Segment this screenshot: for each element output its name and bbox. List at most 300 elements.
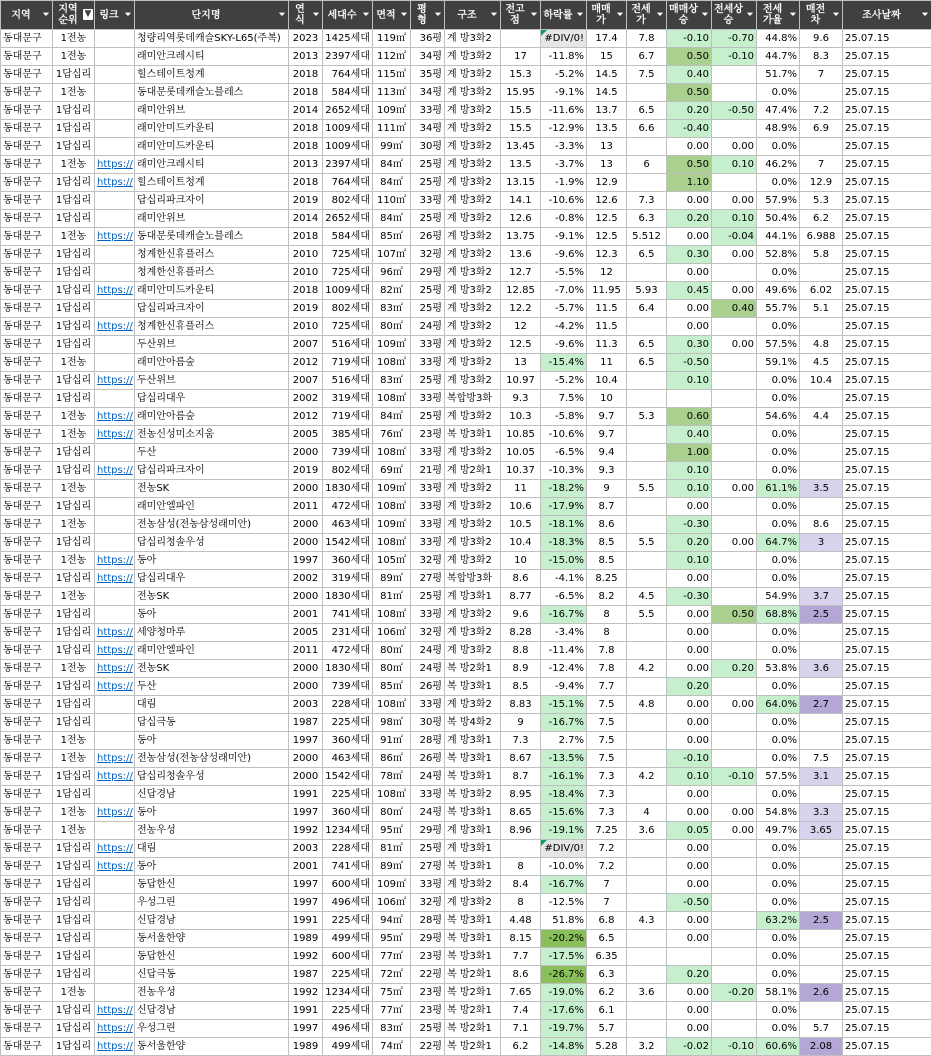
- cell-household-count: 1830세대: [323, 480, 373, 498]
- cell-link[interactable]: https://: [95, 318, 135, 336]
- cell-jeonse-price: 4: [627, 804, 667, 822]
- cell-jeonse-ratio: 44.1%: [757, 228, 800, 246]
- cell-sale-price: 15: [587, 48, 627, 66]
- cell-jeonse-change: [712, 84, 757, 102]
- header-row: [1, 1, 931, 30]
- col-header-label: 평형: [417, 4, 427, 26]
- filter-dropdown-icon[interactable]: ⏷: [489, 9, 499, 20]
- cell-area: 108㎡: [373, 390, 411, 408]
- cell-complex-name: 답십리대우: [135, 570, 289, 588]
- cell-previous-high: 11: [501, 480, 541, 498]
- cell-survey-date: 25.07.15: [843, 210, 931, 228]
- filter-dropdown-icon[interactable]: ⏷: [788, 9, 798, 20]
- cell-area: 108㎡: [373, 444, 411, 462]
- cell-sale-jeonse-gap: 7: [800, 66, 843, 84]
- cell-sale-change: 0.00: [667, 786, 712, 804]
- cell-link: [95, 966, 135, 984]
- cell-previous-high: 13.45: [501, 138, 541, 156]
- table-header: [1, 1, 931, 30]
- cell-sale-change: -0.30: [667, 588, 712, 606]
- cell-previous-high: 12: [501, 318, 541, 336]
- cell-sale-price: 14.5: [587, 66, 627, 84]
- col-header-area: [373, 1, 411, 30]
- cell-jeonse-ratio: 54.8%: [757, 804, 800, 822]
- cell-region: 동대문구: [1, 462, 53, 480]
- cell-area: 109㎡: [373, 516, 411, 534]
- cell-year-built: 2018: [289, 120, 323, 138]
- table-body: [1, 30, 931, 1056]
- cell-region-rank: 1답십리: [53, 894, 95, 912]
- filter-dropdown-icon[interactable]: ⏷: [277, 9, 287, 20]
- cell-previous-high: 15.3: [501, 66, 541, 84]
- cell-sale-jeonse-gap: 3.1: [800, 768, 843, 786]
- cell-jeonse-ratio: 44.8%: [757, 30, 800, 48]
- table-row: [1, 948, 931, 966]
- cell-region: 동대문구: [1, 912, 53, 930]
- cell-area: 106㎡: [373, 894, 411, 912]
- cell-pyeong: 25평: [411, 300, 445, 318]
- cell-link[interactable]: https://: [95, 678, 135, 696]
- cell-region-rank: 1답십리: [53, 192, 95, 210]
- cell-structure: 계 방3화1: [445, 588, 501, 606]
- cell-jeonse-change: [712, 570, 757, 588]
- cell-jeonse-change: [712, 1002, 757, 1020]
- cell-sale-jeonse-gap: [800, 318, 843, 336]
- filter-dropdown-icon[interactable]: ⏷: [831, 9, 841, 20]
- cell-complex-name: 답십리파크자이: [135, 462, 289, 480]
- cell-year-built: 2011: [289, 642, 323, 660]
- cell-sale-price: 8.6: [587, 516, 627, 534]
- cell-household-count: 225세대: [323, 912, 373, 930]
- cell-area: 84㎡: [373, 210, 411, 228]
- filter-dropdown-icon[interactable]: ⏷: [615, 9, 625, 20]
- cell-jeonse-change: [712, 894, 757, 912]
- cell-year-built: 2002: [289, 570, 323, 588]
- cell-complex-name: 전농SK: [135, 480, 289, 498]
- cell-previous-high: 8.96: [501, 822, 541, 840]
- cell-previous-high: 10.4: [501, 534, 541, 552]
- cell-year-built: 2000: [289, 516, 323, 534]
- cell-complex-name: 래미안크레시티: [135, 48, 289, 66]
- cell-sale-change: 0.00: [667, 624, 712, 642]
- cell-previous-high: 8.4: [501, 876, 541, 894]
- cell-jeonse-price: [627, 372, 667, 390]
- cell-jeonse-change: [712, 786, 757, 804]
- cell-survey-date: 25.07.15: [843, 984, 931, 1002]
- cell-sale-change: 0.00: [667, 642, 712, 660]
- cell-complex-name: 답십리청솔우성: [135, 768, 289, 786]
- cell-link[interactable]: https://: [95, 840, 135, 858]
- cell-structure: 계 방3화2: [445, 174, 501, 192]
- cell-link[interactable]: https://: [95, 156, 135, 174]
- cell-jeonse-ratio: 61.1%: [757, 480, 800, 498]
- cell-jeonse-change: 0.00: [712, 480, 757, 498]
- cell-structure: 계 방3화2: [445, 264, 501, 282]
- cell-region-rank: 1전농: [53, 156, 95, 174]
- cell-complex-name: 래미안위브: [135, 210, 289, 228]
- filter-dropdown-icon[interactable]: ⏷: [529, 9, 539, 20]
- cell-region: 동대문구: [1, 588, 53, 606]
- cell-link[interactable]: https://: [95, 1002, 135, 1020]
- cell-link: [95, 210, 135, 228]
- cell-link: [95, 138, 135, 156]
- cell-area: 86㎡: [373, 750, 411, 768]
- table-row: [1, 174, 931, 192]
- cell-area: 107㎡: [373, 246, 411, 264]
- cell-link[interactable]: https://: [95, 282, 135, 300]
- cell-link[interactable]: https://: [95, 624, 135, 642]
- cell-year-built: 2001: [289, 606, 323, 624]
- cell-sale-jeonse-gap: [800, 624, 843, 642]
- cell-drop-rate: -17.9%: [541, 498, 587, 516]
- col-header-drop-rate: [541, 1, 587, 30]
- filter-dropdown-icon[interactable]: ⏷: [361, 9, 371, 20]
- cell-pyeong: 25평: [411, 174, 445, 192]
- cell-sale-jeonse-gap: [800, 894, 843, 912]
- cell-pyeong: 33평: [411, 498, 445, 516]
- cell-year-built: 2018: [289, 174, 323, 192]
- cell-household-count: 360세대: [323, 732, 373, 750]
- cell-year-built: 2018: [289, 282, 323, 300]
- cell-pyeong: 29평: [411, 264, 445, 282]
- cell-sale-change: -0.50: [667, 894, 712, 912]
- cell-region-rank: 1답십리: [53, 390, 95, 408]
- filter-dropdown-icon[interactable]: ⏷: [920, 9, 930, 20]
- cell-link[interactable]: https://: [95, 1038, 135, 1056]
- filter-dropdown-icon[interactable]: ⏷: [399, 9, 409, 20]
- cell-sale-jeonse-gap: 3.3: [800, 804, 843, 822]
- cell-jeonse-ratio: 54.6%: [757, 408, 800, 426]
- cell-household-count: 472세대: [323, 498, 373, 516]
- cell-complex-name: 동대문롯데캐슬노블레스: [135, 84, 289, 102]
- cell-household-count: 719세대: [323, 408, 373, 426]
- col-header-jeonse-change: [712, 1, 757, 30]
- cell-year-built: 2018: [289, 66, 323, 84]
- table-row: [1, 732, 931, 750]
- cell-link[interactable]: https://: [95, 228, 135, 246]
- cell-region-rank: 1답십리: [53, 138, 95, 156]
- cell-household-count: 1009세대: [323, 138, 373, 156]
- cell-household-count: 472세대: [323, 642, 373, 660]
- cell-region-rank: 1전농: [53, 660, 95, 678]
- cell-household-count: 802세대: [323, 462, 373, 480]
- cell-region-rank: 1답십리: [53, 120, 95, 138]
- cell-sale-price: 9.3: [587, 462, 627, 480]
- filter-dropdown-icon[interactable]: ⏷: [311, 9, 321, 20]
- cell-survey-date: 25.07.15: [843, 516, 931, 534]
- cell-structure: 복 방4화2: [445, 714, 501, 732]
- cell-pyeong: 26평: [411, 678, 445, 696]
- cell-link: [95, 66, 135, 84]
- cell-drop-rate: -11.8%: [541, 48, 587, 66]
- cell-sale-jeonse-gap: 6.2: [800, 210, 843, 228]
- cell-link[interactable]: https://: [95, 174, 135, 192]
- cell-jeonse-price: 6.5: [627, 354, 667, 372]
- cell-household-count: 225세대: [323, 966, 373, 984]
- cell-sale-change: 0.00: [667, 264, 712, 282]
- filter-active-icon[interactable]: ▼: [83, 9, 93, 20]
- cell-region-rank: 1답십리: [53, 840, 95, 858]
- cell-survey-date: 25.07.15: [843, 120, 931, 138]
- cell-sale-price: 11.95: [587, 282, 627, 300]
- cell-structure: 계 방3화1: [445, 732, 501, 750]
- cell-sale-change: 0.40: [667, 426, 712, 444]
- cell-pyeong: 22평: [411, 966, 445, 984]
- cell-complex-name: 동서울한양: [135, 930, 289, 948]
- cell-jeonse-price: 6.3: [627, 210, 667, 228]
- cell-structure: 계 방3화2: [445, 642, 501, 660]
- cell-region: 동대문구: [1, 948, 53, 966]
- cell-household-count: 741세대: [323, 858, 373, 876]
- cell-structure: 계 방3화2: [445, 498, 501, 516]
- cell-structure: 계 방3화2: [445, 696, 501, 714]
- cell-complex-name: 우성그린: [135, 1020, 289, 1038]
- cell-link[interactable]: https://: [95, 642, 135, 660]
- cell-region-rank: 1답십리: [53, 768, 95, 786]
- cell-pyeong: 33평: [411, 390, 445, 408]
- table-row: [1, 768, 931, 786]
- cell-previous-high: 12.6: [501, 210, 541, 228]
- cell-jeonse-ratio: 0.0%: [757, 264, 800, 282]
- cell-region-rank: 1답십리: [53, 966, 95, 984]
- filter-dropdown-icon[interactable]: ⏷: [745, 9, 755, 20]
- cell-survey-date: 25.07.15: [843, 822, 931, 840]
- cell-previous-high: 7.4: [501, 1002, 541, 1020]
- cell-household-count: 725세대: [323, 246, 373, 264]
- cell-region: 동대문구: [1, 1020, 53, 1038]
- cell-drop-rate: -16.7%: [541, 876, 587, 894]
- cell-sale-price: 14.5: [587, 84, 627, 102]
- table-row: [1, 696, 931, 714]
- cell-sale-jeonse-gap: 3.65: [800, 822, 843, 840]
- cell-region: 동대문구: [1, 174, 53, 192]
- filter-dropdown-icon[interactable]: ⏷: [433, 9, 443, 20]
- cell-drop-rate: -14.8%: [541, 1038, 587, 1056]
- cell-link: [95, 930, 135, 948]
- cell-jeonse-change: 0.00: [712, 696, 757, 714]
- cell-jeonse-ratio: 0.0%: [757, 786, 800, 804]
- cell-survey-date: 25.07.15: [843, 354, 931, 372]
- cell-jeonse-price: [627, 876, 667, 894]
- error-indicator-icon: [541, 30, 547, 36]
- cell-structure: 계 방3화2: [445, 210, 501, 228]
- cell-sale-jeonse-gap: 8.6: [800, 516, 843, 534]
- cell-region-rank: 1답십리: [53, 642, 95, 660]
- cell-jeonse-change: -0.20: [712, 984, 757, 1002]
- cell-area: 75㎡: [373, 984, 411, 1002]
- cell-link: [95, 480, 135, 498]
- cell-sale-price: 7.3: [587, 786, 627, 804]
- cell-link[interactable]: https://: [95, 768, 135, 786]
- table-row: [1, 102, 931, 120]
- cell-sale-change: 0.00: [667, 606, 712, 624]
- cell-region-rank: 1답십리: [53, 696, 95, 714]
- cell-area: 85㎡: [373, 228, 411, 246]
- cell-survey-date: 25.07.15: [843, 930, 931, 948]
- cell-year-built: 1997: [289, 894, 323, 912]
- cell-survey-date: 25.07.15: [843, 426, 931, 444]
- cell-complex-name: 신답경남: [135, 912, 289, 930]
- cell-pyeong: 29평: [411, 822, 445, 840]
- cell-structure: 계 방3화2: [445, 156, 501, 174]
- cell-sale-jeonse-gap: [800, 426, 843, 444]
- cell-link[interactable]: https://: [95, 552, 135, 570]
- cell-drop-rate: -16.7%: [541, 714, 587, 732]
- cell-region-rank: 1답십리: [53, 1020, 95, 1038]
- cell-household-count: 600세대: [323, 876, 373, 894]
- cell-structure: 계 방3화1: [445, 822, 501, 840]
- cell-year-built: 1997: [289, 552, 323, 570]
- cell-sale-jeonse-gap: [800, 498, 843, 516]
- cell-previous-high: 9.6: [501, 606, 541, 624]
- cell-jeonse-price: [627, 840, 667, 858]
- filter-dropdown-icon[interactable]: ⏷: [123, 9, 133, 20]
- cell-household-count: 802세대: [323, 300, 373, 318]
- cell-link: [95, 534, 135, 552]
- cell-year-built: 2012: [289, 408, 323, 426]
- cell-household-count: 228세대: [323, 840, 373, 858]
- cell-sale-price: 12.9: [587, 174, 627, 192]
- cell-pyeong: 24평: [411, 804, 445, 822]
- cell-jeonse-price: [627, 174, 667, 192]
- cell-area: 80㎡: [373, 804, 411, 822]
- cell-survey-date: 25.07.15: [843, 894, 931, 912]
- cell-drop-rate: -18.4%: [541, 786, 587, 804]
- cell-link[interactable]: https://: [95, 372, 135, 390]
- filter-dropdown-icon[interactable]: ⏷: [575, 9, 585, 20]
- cell-region: 동대문구: [1, 804, 53, 822]
- cell-pyeong: 33평: [411, 786, 445, 804]
- table-row: [1, 966, 931, 984]
- cell-survey-date: 25.07.15: [843, 840, 931, 858]
- cell-drop-rate: -9.1%: [541, 228, 587, 246]
- cell-sale-jeonse-gap: 2.5: [800, 912, 843, 930]
- cell-link[interactable]: https://: [95, 660, 135, 678]
- cell-sale-jeonse-gap: 3.7: [800, 588, 843, 606]
- cell-jeonse-change: [712, 1020, 757, 1038]
- cell-sale-price: 13: [587, 156, 627, 174]
- filter-dropdown-icon[interactable]: ⏷: [700, 9, 710, 20]
- col-header-label: 면적: [376, 10, 395, 21]
- cell-sale-price: 6.8: [587, 912, 627, 930]
- cell-household-count: 516세대: [323, 336, 373, 354]
- cell-area: 77㎡: [373, 1002, 411, 1020]
- cell-sale-price: 6.3: [587, 966, 627, 984]
- cell-year-built: 2010: [289, 246, 323, 264]
- cell-jeonse-price: [627, 84, 667, 102]
- cell-structure: 복 방3화2: [445, 786, 501, 804]
- cell-previous-high: 8.67: [501, 750, 541, 768]
- table-row: [1, 480, 931, 498]
- table-row: [1, 894, 931, 912]
- cell-jeonse-price: [627, 264, 667, 282]
- cell-household-count: 2652세대: [323, 102, 373, 120]
- filter-dropdown-icon[interactable]: ⏷: [655, 9, 665, 20]
- cell-structure: 계 방3화2: [445, 336, 501, 354]
- cell-household-count: 225세대: [323, 1002, 373, 1020]
- cell-region-rank: 1전농: [53, 354, 95, 372]
- cell-complex-name: 래미안미드카운티: [135, 282, 289, 300]
- cell-jeonse-ratio: 0.0%: [757, 390, 800, 408]
- cell-link[interactable]: https://: [95, 426, 135, 444]
- cell-complex-name: 동아: [135, 552, 289, 570]
- cell-year-built: 2007: [289, 336, 323, 354]
- cell-jeonse-ratio: 0.0%: [757, 318, 800, 336]
- cell-jeonse-price: 7.5: [627, 66, 667, 84]
- error-indicator-icon: [541, 840, 547, 846]
- cell-region-rank: 1전농: [53, 30, 95, 48]
- cell-structure: 복 방3화1: [445, 678, 501, 696]
- cell-link[interactable]: https://: [95, 858, 135, 876]
- cell-sale-jeonse-gap: [800, 642, 843, 660]
- cell-structure: 계 방3화2: [445, 894, 501, 912]
- cell-complex-name: 동대문롯데캐슬노블레스: [135, 228, 289, 246]
- filter-dropdown-icon[interactable]: ⏷: [41, 9, 51, 20]
- cell-link[interactable]: https://: [95, 462, 135, 480]
- cell-year-built: 1989: [289, 930, 323, 948]
- cell-jeonse-ratio: 0.0%: [757, 444, 800, 462]
- cell-sale-jeonse-gap: 12.9: [800, 174, 843, 192]
- cell-sale-jeonse-gap: [800, 264, 843, 282]
- cell-sale-price: 10: [587, 390, 627, 408]
- cell-link[interactable]: https://: [95, 804, 135, 822]
- cell-drop-rate: 2.7%: [541, 732, 587, 750]
- cell-sale-change: 0.00: [667, 804, 712, 822]
- cell-region-rank: 1답십리: [53, 66, 95, 84]
- cell-household-count: 499세대: [323, 930, 373, 948]
- cell-drop-rate: -20.2%: [541, 930, 587, 948]
- cell-complex-name: 전농SK: [135, 660, 289, 678]
- cell-jeonse-change: [712, 120, 757, 138]
- cell-previous-high: 7.1: [501, 1020, 541, 1038]
- cell-region: 동대문구: [1, 696, 53, 714]
- col-header-label: 하락률: [544, 10, 573, 21]
- cell-sale-price: 10.4: [587, 372, 627, 390]
- cell-link[interactable]: https://: [95, 1020, 135, 1038]
- cell-complex-name: 동답한신: [135, 948, 289, 966]
- cell-complex-name: 동답한신: [135, 876, 289, 894]
- col-header-jeonse-price: [627, 1, 667, 30]
- col-header-survey-date: [843, 1, 931, 30]
- cell-link[interactable]: https://: [95, 750, 135, 768]
- cell-link: [95, 984, 135, 1002]
- cell-drop-rate: #DIV/0!: [541, 840, 587, 858]
- cell-structure: 계 방3화2: [445, 480, 501, 498]
- cell-region: 동대문구: [1, 1002, 53, 1020]
- cell-drop-rate: -1.9%: [541, 174, 587, 192]
- cell-sale-change: 0.05: [667, 822, 712, 840]
- cell-household-count: 1009세대: [323, 120, 373, 138]
- cell-jeonse-change: 0.00: [712, 804, 757, 822]
- cell-link[interactable]: https://: [95, 570, 135, 588]
- cell-link[interactable]: https://: [95, 408, 135, 426]
- cell-pyeong: 33평: [411, 102, 445, 120]
- table-row: [1, 48, 931, 66]
- cell-structure: 계 방3화1: [445, 840, 501, 858]
- cell-jeonse-price: [627, 624, 667, 642]
- cell-jeonse-change: [712, 516, 757, 534]
- cell-year-built: 2003: [289, 840, 323, 858]
- cell-survey-date: 25.07.15: [843, 192, 931, 210]
- cell-sale-change: 0.00: [667, 930, 712, 948]
- cell-complex-name: 청계한신휴플러스: [135, 246, 289, 264]
- cell-pyeong: 33평: [411, 192, 445, 210]
- cell-jeonse-ratio: 63.2%: [757, 912, 800, 930]
- cell-sale-change: 0.00: [667, 660, 712, 678]
- cell-structure: 계 방3화2: [445, 102, 501, 120]
- cell-survey-date: 25.07.15: [843, 858, 931, 876]
- cell-region-rank: 1답십리: [53, 876, 95, 894]
